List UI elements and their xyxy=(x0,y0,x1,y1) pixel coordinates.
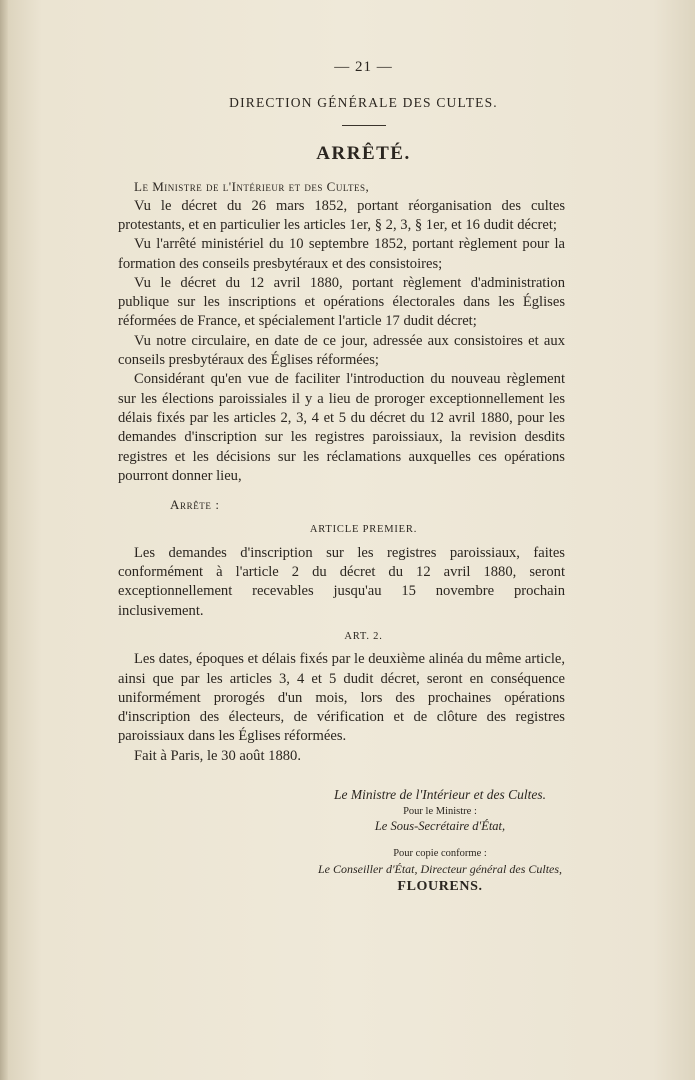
department-heading: DIRECTION GÉNÉRALE DES CULTES. xyxy=(229,95,498,111)
page-title: ARRÊTÉ. xyxy=(316,143,411,165)
paragraph-decree-1852: Vu le décret du 26 mars 1852, portant réorganisation des cultes protestants, et en particulier les articles 1er, § 2, 3, § 1er, et 16 dudit décret; xyxy=(118,197,565,233)
signature-pour-ministre: Pour le Ministre : xyxy=(403,806,477,817)
paragraph-decree-1880: Vu le décret du 12 avril 1880, portant règlement d'administration publique sur les inscriptions et opérations électorales dans les Églises réformées de France, et spécialement l'article 17 dudit décret; xyxy=(118,274,565,330)
page-number: — 21 — xyxy=(334,59,393,75)
article-1-text: Les demandes d'inscription sur les registres paroissiaux, faites conformément à l'article 2 du décret du 12 avril 1880, seront exceptionnellement recevables jusqu'au 15 novembre prochain inclusivement. xyxy=(118,544,565,619)
title-divider xyxy=(342,125,386,127)
done-at-line: Fait à Paris, le 30 août 1880. xyxy=(134,747,301,764)
document-body xyxy=(118,58,565,766)
article-1-heading: ARTICLE PREMIER. xyxy=(309,524,418,536)
signature-copie-conforme: Pour copie conforme : xyxy=(393,848,487,859)
article-2-heading: ART. 2. xyxy=(344,630,383,642)
paragraph-considerant: Considérant qu'en vue de faciliter l'introduction du nouveau règlement sur les élections paroissiales il y a lieu de proroger exceptionnellement les délais fixés par les articles 2, 3, 4 et 5 du décret du 12 avril 1880, pour les demandes d'inscription sur les registres paroissiaux, la revision desdits registres et les décisions sur les réclamations auxquelles ces opérations pourront donner lieu, xyxy=(118,371,565,484)
signature-name: FLOURENS. xyxy=(397,879,483,894)
signature-block xyxy=(280,787,600,895)
paragraph-circulaire: Vu notre circulaire, en date de ce jour, adressée aux consistoires et aux conseils presbytéraux des Églises réformées; xyxy=(118,332,565,369)
article-2-text: Les dates, époques et délais fixés par le deuxième alinéa du même article, ainsi que par les articles 3, 4 et 5 dudit décret, seront en conséquence uniformément prorogés d'un mois, lors des prochaines opérations d'inscription des électeurs, de vérification et de clôture des registres paroissiaux dans les Églises réformées. xyxy=(118,651,565,745)
signature-sous-secretaire: Le Sous-Secrétaire d'État, xyxy=(374,819,506,833)
arrete-label: Arrête : xyxy=(170,497,220,513)
page-spine-shadow xyxy=(0,0,8,1080)
signature-conseiller: Le Conseiller d'État, Directeur général des Cultes, xyxy=(317,862,563,876)
paragraph-arrete-1852: Vu l'arrêté ministériel du 10 septembre 1852, portant règlement pour la formation des conseils presbytéraux et des consistoires; xyxy=(118,236,565,272)
signature-minister: Le Ministre de l'Intérieur et des Cultes. xyxy=(334,787,546,802)
minister-line: Le Ministre de l'Intérieur et des Cultes, xyxy=(134,179,370,195)
